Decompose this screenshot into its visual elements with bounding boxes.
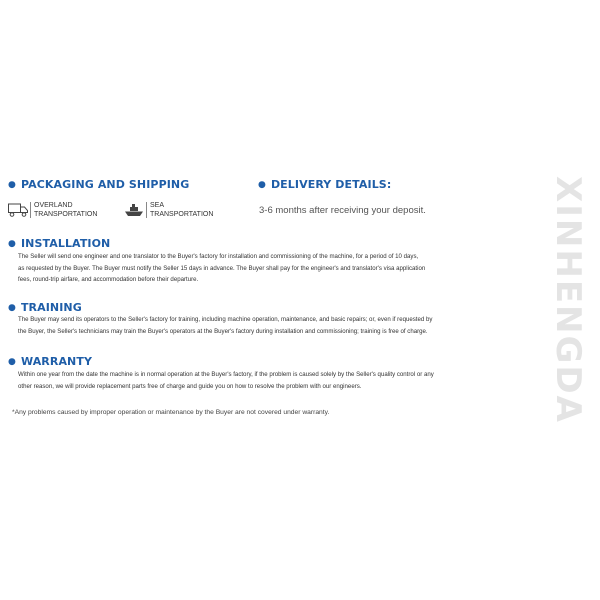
warranty-footnote: *Any problems caused by improper operation or maintenance by the Buyer are not covered under warranty. [12,409,330,416]
warranty-line: Within one year from the date the machine is in normal operation at the Buyer's factory, if the problem is caused solely by the Seller's quality control or any [18,371,434,378]
brand-watermark: XINHENGDA [548,176,588,424]
bullet-dot: ● [258,180,266,190]
sea-line1: SEA [150,202,165,209]
training-body [18,314,528,337]
watermark-wrapper [478,176,600,424]
installation-body [18,251,528,286]
bullet-dot: ● [8,357,16,367]
training-line: The Buyer may send its operators to the Seller's factory for training, including machine operation, maintenance, and basic repairs; or, even if requested by [18,316,433,323]
delivery-title: DELIVERY DETAILS: [270,178,392,191]
overland-line2: TRANSPORTATION [34,210,98,218]
bullet-dot: ● [8,303,16,313]
warranty-line: other reason, we will provide replacement parts free of charge and guide you on how to resolve the problem with our engineers. [18,382,362,390]
sea-line2: TRANSPORTATION [150,210,214,218]
delivery-text: 3-6 months after receiving your deposit. [259,205,426,216]
packaging-title: PACKAGING AND SHIPPING [20,178,190,191]
warranty-title: WARRANTY [20,355,93,368]
warranty-heading [8,355,92,368]
installation-line: The Seller will send one engineer and one translator to the Buyer's factory for installation and commissioning of the machine, for a period of 10 days, [18,253,419,260]
bullet-dot: ● [8,180,16,190]
packaging-heading [8,178,189,191]
installation-title: INSTALLATION [20,237,111,250]
ship-icon [124,203,144,222]
overland-line1: OVERLAND [34,202,73,209]
truck-icon [8,203,28,222]
training-heading [8,301,82,314]
installation-line: fees, round-trip airfare, and accommodation before their departure. [18,276,199,283]
training-line: the Buyer, the Seller's technicians may train the Buyer's operators at the Buyer's factory during installation and commissioning; training is free of charge. [18,327,428,335]
training-title: TRAINING [20,301,82,314]
warranty-body [18,369,528,392]
installation-heading [8,237,110,250]
divider [146,202,147,218]
bullet-dot: ● [8,239,16,249]
delivery-heading [258,178,391,191]
installation-line: as requested by the Buyer. The Buyer must notify the Seller 15 days in advance. The Buyer shall pay for the engineer's and translator's visa application [18,264,426,272]
divider [30,202,31,218]
sea-label [150,202,213,219]
overland-label [34,202,97,219]
